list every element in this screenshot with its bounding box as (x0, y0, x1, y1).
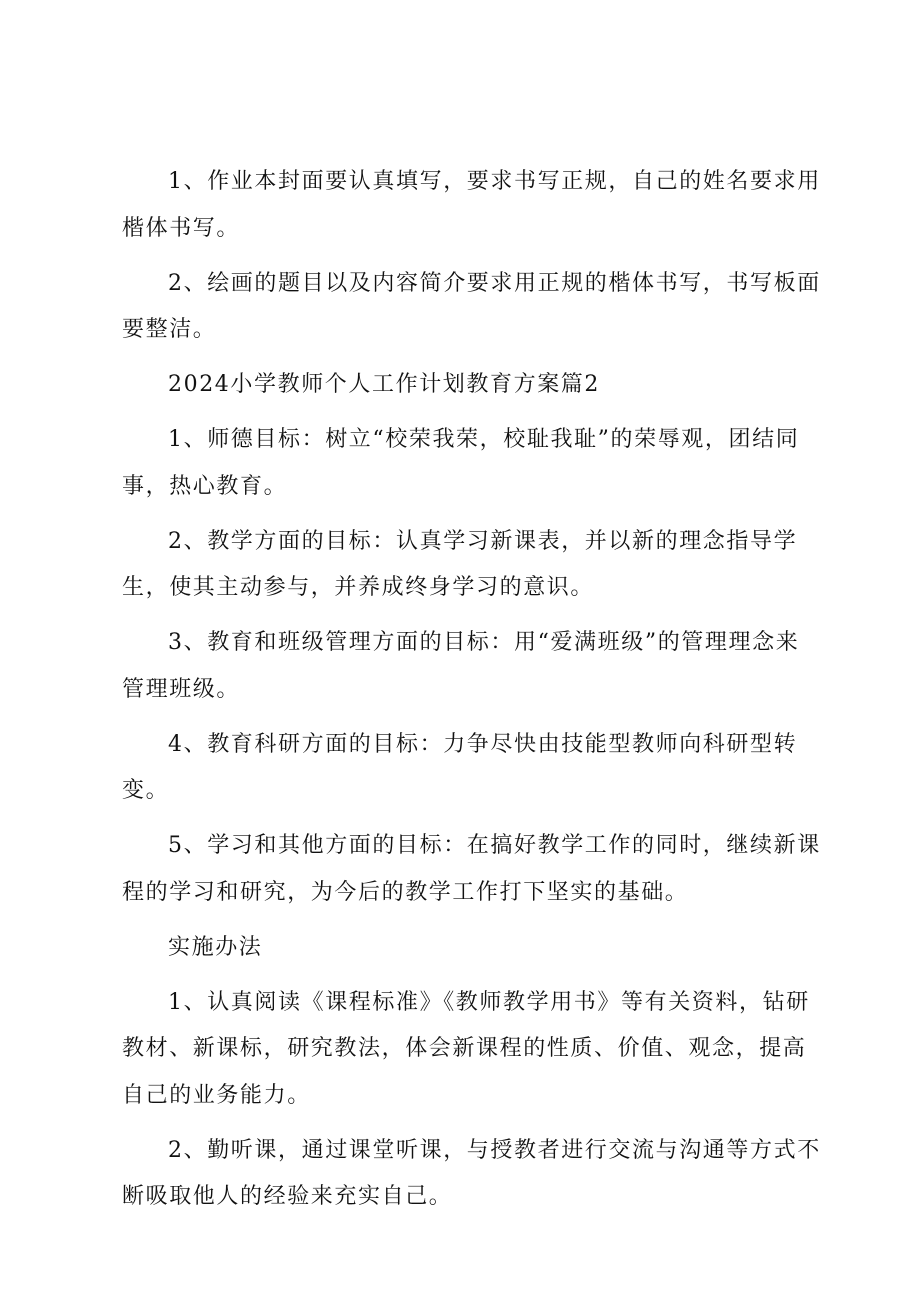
document-body (122, 159, 822, 1229)
paragraph-research-goal: 4、教育科研方面的目标：力争尽快由技能型教师向科研型转变。 (122, 731, 798, 803)
paragraph-class-management-goal: 3、教育和班级管理方面的目标：用“爱满班级”的管理理念来管理班级。 (122, 630, 800, 702)
paragraph-teaching-goal: 2、教学方面的目标：认真学习新课表，并以新的理念指导学生，使其主动参与，并养成终身学习的意识。 (122, 528, 798, 600)
paragraph-cover-requirements: 1、作业本封面要认真填写，要求书写正规，自己的姓名要求用楷体书写。 (122, 169, 821, 241)
paragraph-method-listening: 2、勤听课，通过课堂听课，与授教者进行交流与沟通等方式不断吸取他人的经验来充实自己。 (122, 1137, 821, 1209)
paragraph-study-goal: 5、学习和其他方面的目标：在搞好教学工作的同时，继续新课程的学习和研究，为今后的教学工作打下坚实的基础。 (122, 833, 821, 905)
section-heading: 2024小学教师个人工作计划教育方案篇2 (168, 372, 600, 397)
paragraph-method-reading: 1、认真阅读《课程标准》《教师教学用书》等有关资料，钻研教材、新课标，研究教法，体会新课程的性质、价值、观念，提高自己的业务能力。 (122, 989, 810, 1108)
subheading-implementation: 实施办法 (168, 934, 263, 960)
paragraph-drawing-title: 2、绘画的题目以及内容简介要求用正规的楷体书写，书写板面要整洁。 (122, 270, 821, 342)
paragraph-ethics-goal: 1、师德目标：树立“校荣我荣，校耻我耻”的荣辱观，团结同事，热心教育。 (122, 427, 800, 499)
